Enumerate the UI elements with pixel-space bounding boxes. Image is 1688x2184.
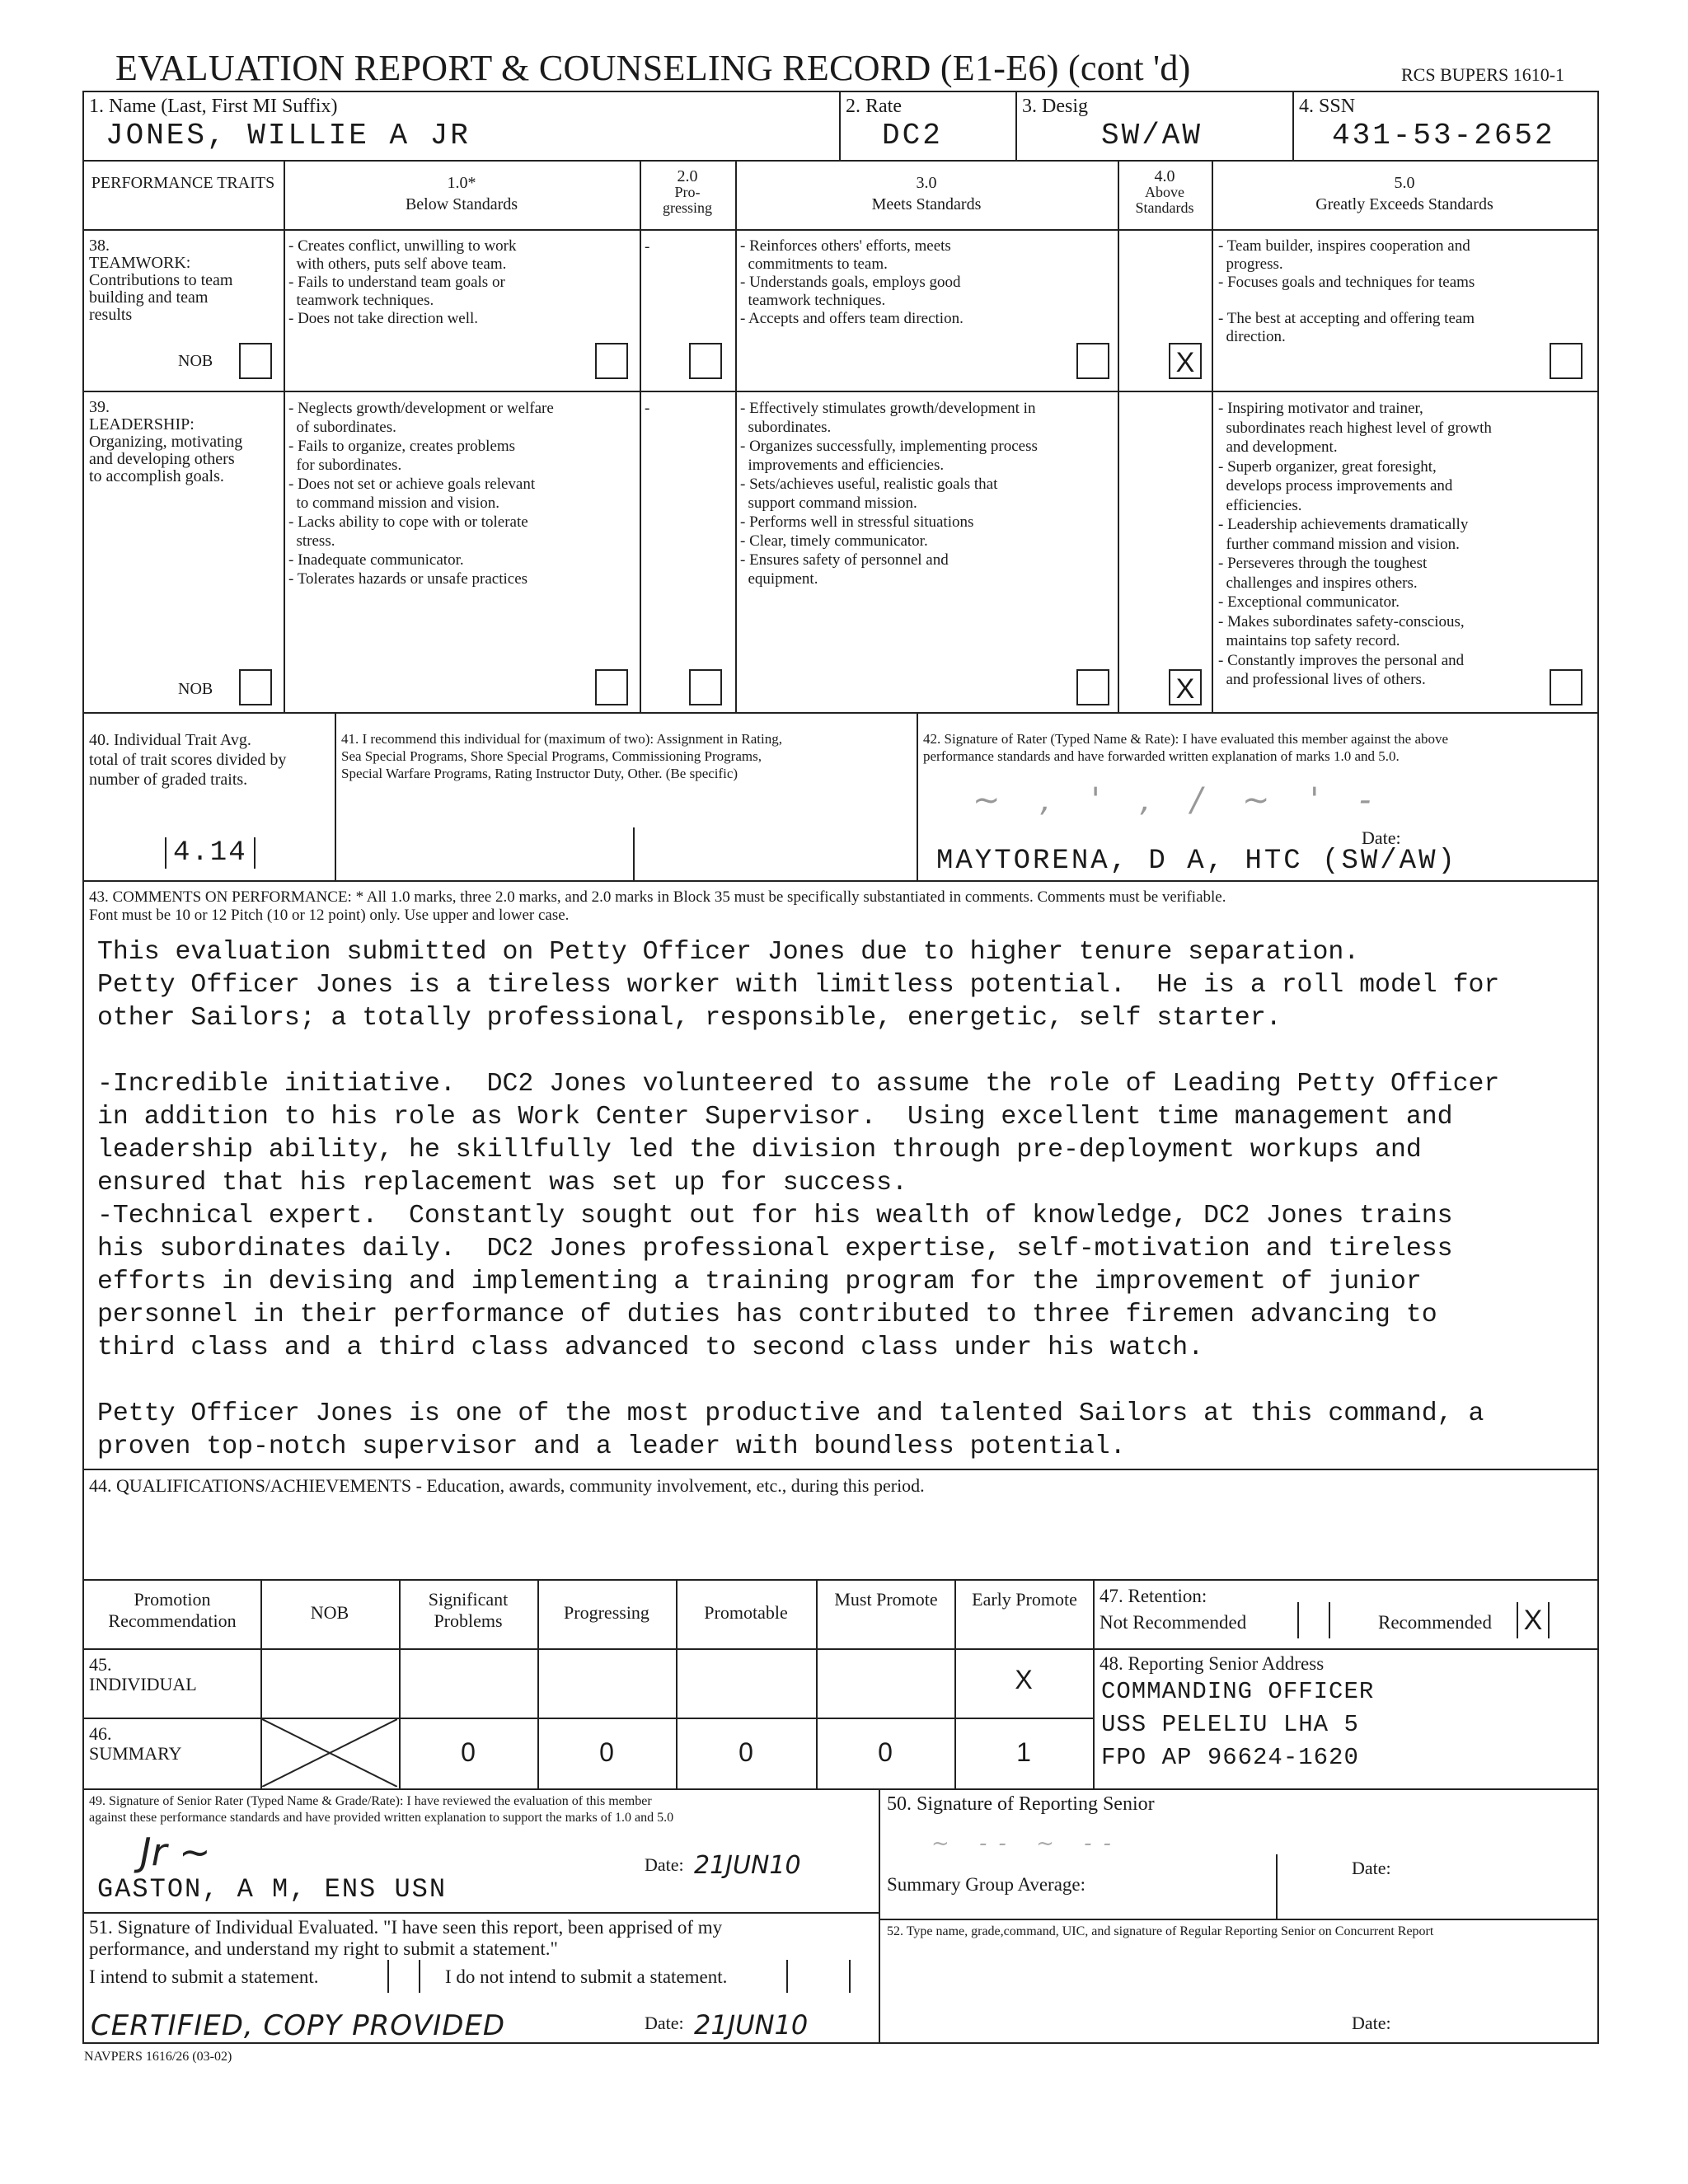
ssn-value: 431-53-2652 bbox=[1332, 119, 1555, 152]
performance-traits-header: PERFORMANCE TRAITS bbox=[91, 174, 275, 192]
above-standards-num: 4.0 bbox=[1154, 167, 1175, 185]
trait-38-below-box[interactable] bbox=[595, 343, 628, 379]
trait-39-below-box[interactable] bbox=[595, 669, 628, 705]
reporting-senior-label: 50. Signature of Reporting Senior bbox=[887, 1793, 1155, 1815]
below-standards-num: 1.0* bbox=[447, 174, 476, 192]
trait-average-value: 4.14 bbox=[165, 837, 256, 869]
senior-rater-signature: Jr ~ bbox=[140, 1830, 211, 1874]
trait-39-label: 39. LEADERSHIP: Organizing, motivating and developing others to accomplish goals. bbox=[89, 398, 243, 485]
rater-name: MAYTORENA, D A, HTC (SW/AW) bbox=[936, 846, 1457, 877]
trait-38-greatly-text: - Team builder, inspires cooperation and progress. - Focuses goals and techniques for teams - The best at accepting and offering team direction. bbox=[1218, 237, 1475, 345]
trait-39-greatly-text: - Inspiring motivator and trainer, subordinates reach highest level of growth and development. - Superb organizer, great foresight, develops process improvements and efficiencies. - Leadership achievements dramatically further command mission and vision. - Perseveres through the toughest challenges and inspires others. - Exceptional communicator. - Makes subordinates safety-conscious, maintains top safety record. - Constantly improves the personal and and professional lives of others. bbox=[1218, 400, 1492, 688]
progressing-num: 2.0 bbox=[677, 167, 698, 185]
trait-38-below-text: - Creates conflict, unwilling to work with others, puts self above team. - Fails to understand team goals or teamwork techniques. - Does not take direction well. bbox=[288, 237, 517, 327]
above-standards-header: Above Standards bbox=[1135, 184, 1194, 216]
retention-not-recommended-box[interactable] bbox=[1297, 1602, 1330, 1638]
promotion-individual-mark[interactable]: X bbox=[1015, 1665, 1033, 1694]
trait-38-progressing-box[interactable] bbox=[689, 343, 722, 379]
trait-38-label: 38. TEAMWORK: Contributions to team building and team results bbox=[89, 237, 233, 324]
below-standards-header: Below Standards bbox=[405, 195, 518, 213]
intend-statement-box[interactable] bbox=[387, 1960, 420, 1993]
summary-promotable: 0 bbox=[738, 1737, 753, 1767]
promotion-header-early-promote: Early Promote bbox=[972, 1589, 1077, 1610]
retention-recommended-box[interactable]: X bbox=[1517, 1602, 1550, 1638]
trait-38-above-box[interactable]: X bbox=[1169, 343, 1202, 379]
trait-39-nob-box[interactable] bbox=[239, 669, 272, 705]
summary-significant-problems: 0 bbox=[461, 1737, 476, 1767]
retention-label: 47. Retention: bbox=[1100, 1586, 1207, 1606]
senior-rater-name: GASTON, A M, ENS USN bbox=[97, 1874, 448, 1905]
trait-39-below-text: - Neglects growth/development or welfare of subordinates. - Fails to organize, creates problems for subordinates. - Does not set or achieve goals relevant to command mission and vision. - Lacks ability to cope with or tolerate stress. - Inadequate communicator. - Tolerates hazards or unsafe practices bbox=[288, 400, 554, 588]
summary-progressing: 0 bbox=[599, 1737, 614, 1767]
concurrent-report-label: 52. Type name, grade,command, UIC, and signature of Regular Reporting Senior on Concurrent Report bbox=[887, 1924, 1434, 1938]
trait-39-meets-box[interactable] bbox=[1076, 669, 1109, 705]
concurrent-report-date-label: Date: bbox=[1352, 2013, 1391, 2033]
trait-39-nob-label: NOB bbox=[178, 680, 213, 698]
individual-date: 21JUN10 bbox=[694, 2009, 809, 2041]
desig-value: SW/AW bbox=[1101, 119, 1203, 152]
trait-38-progressing-dash: - bbox=[645, 238, 650, 255]
recommendation-label: 41. I recommend this individual for (maximum of two): Assignment in Rating, Sea Special Programs, Shore Special Programs, Commissioning Programs, Special Warfare Programs, Rating Instructor Duty, Other. (Be specific) bbox=[341, 731, 782, 781]
individual-signature-label: 51. Signature of Individual Evaluated. "I have seen this report, been apprised of my performance, and understand my right to submit a statement." bbox=[89, 1917, 723, 1959]
rate-value: DC2 bbox=[882, 119, 943, 152]
individual-date-label: Date: bbox=[645, 2013, 684, 2033]
promotion-header-label: Promotion Recommendation bbox=[108, 1589, 237, 1631]
promotion-individual-label: 45. INDIVIDUAL bbox=[89, 1654, 197, 1694]
desig-label: 3. Desig bbox=[1022, 96, 1088, 117]
retention-recommended: Recommended bbox=[1378, 1612, 1492, 1633]
greatly-exceeds-header: Greatly Exceeds Standards bbox=[1315, 195, 1493, 213]
senior-rater-date-label: Date: bbox=[645, 1854, 684, 1875]
intend-statement-label: I intend to submit a statement. bbox=[89, 1966, 319, 1987]
meets-standards-header: Meets Standards bbox=[871, 195, 982, 213]
promotion-header-nob: NOB bbox=[310, 1602, 349, 1623]
senior-address-line3: FPO AP 96624-1620 bbox=[1101, 1744, 1359, 1771]
senior-rater-label: 49. Signature of Senior Rater (Typed Name & Grade/Rate): I have reviewed the evaluation of this member against these performance standards and have provided written explanation to support the marks of 1.0 and 5.0 bbox=[89, 1794, 674, 1825]
senior-address-line1: COMMANDING OFFICER bbox=[1101, 1678, 1375, 1705]
trait-39-progressing-dash: - bbox=[645, 400, 650, 417]
greatly-exceeds-num: 5.0 bbox=[1394, 174, 1415, 192]
rater-signature-label: 42. Signature of Rater (Typed Name & Rate): I have evaluated this member against the above performance standards and have forwarded written explanation of marks 1.0 and 5.0. bbox=[923, 731, 1449, 764]
rcs-number: RCS BUPERS 1610-1 bbox=[1401, 64, 1565, 85]
senior-address-line2: USS PELELIU LHA 5 bbox=[1101, 1711, 1359, 1738]
name-label: 1. Name (Last, First MI Suffix) bbox=[89, 96, 338, 117]
not-intend-statement-box[interactable] bbox=[786, 1960, 851, 1993]
reporting-senior-date-label: Date: bbox=[1352, 1858, 1391, 1878]
summary-group-average-label: Summary Group Average: bbox=[887, 1874, 1086, 1895]
senior-address-label: 48. Reporting Senior Address bbox=[1100, 1653, 1325, 1674]
trait-38-meets-text: - Reinforces others' efforts, meets commitments to team. - Understands goals, employs good teamwork techniques. - Accepts and offers team direction. bbox=[740, 237, 964, 327]
comments-label: 43. COMMENTS ON PERFORMANCE: * All 1.0 marks, three 2.0 marks, and 2.0 marks in Block 35 must be specifically substantiated in comments. Comments must be verifiable. Font must be 10 or 12 Pitch (10 or 12 point) only. Use upper and lower case. bbox=[89, 888, 1226, 924]
trait-38-nob-label: NOB bbox=[178, 352, 213, 370]
reporting-senior-signature: ~ -- ~ -- bbox=[931, 1831, 1123, 1856]
trait-39-progressing-box[interactable] bbox=[689, 669, 722, 705]
trait-39-meets-text: - Effectively stimulates growth/development in subordinates. - Organizes successfully, implementing process improvements and efficiencies. - Sets/achieves useful, realistic goals that support command mission. - Performs well in stressful situations - Clear, timely communicator. - Ensures safety of personnel and equipment. bbox=[740, 400, 1038, 588]
qualifications-label: 44. QUALIFICATIONS/ACHIEVEMENTS - Education, awards, community involvement, etc., during this period. bbox=[89, 1475, 925, 1496]
summary-must-promote: 0 bbox=[878, 1737, 893, 1767]
progressing-header: Pro-gressing bbox=[663, 184, 712, 216]
individual-signature: CERTIFIED, COPY PROVIDED bbox=[91, 2009, 506, 2042]
form-title: EVALUATION REPORT & COUNSELING RECORD (E1-E6) (cont 'd) bbox=[115, 48, 1191, 88]
promotion-header-must-promote: Must Promote bbox=[834, 1589, 938, 1610]
summary-early-promote: 1 bbox=[1016, 1737, 1031, 1767]
trait-average-label: 40. Individual Trait Avg. total of trait scores divided by number of graded traits. bbox=[89, 731, 287, 789]
not-intend-statement-label: I do not intend to submit a statement. bbox=[445, 1966, 728, 1987]
promotion-header-promotable: Promotable bbox=[704, 1602, 788, 1623]
promotion-summary-label: 46. SUMMARY bbox=[89, 1723, 182, 1764]
retention-not-recommended: Not Recommended bbox=[1100, 1612, 1247, 1633]
form-number: NAVPERS 1616/26 (03-02) bbox=[84, 2050, 232, 2064]
trait-39-greatly-box[interactable] bbox=[1550, 669, 1582, 705]
senior-rater-date: 21JUN10 bbox=[694, 1851, 801, 1880]
rate-label: 2. Rate bbox=[846, 96, 902, 117]
promotion-header-significant-problems: Significant Problems bbox=[428, 1589, 509, 1631]
promotion-header-progressing: Progressing bbox=[564, 1602, 649, 1623]
trait-38-nob-box[interactable] bbox=[239, 343, 272, 379]
rater-date-label: Date: bbox=[1362, 827, 1401, 848]
trait-38-meets-box[interactable] bbox=[1076, 343, 1109, 379]
comments-text: This evaluation submitted on Petty Officer Jones due to higher tenure separation. Petty Officer Jones is a tireless worker with limitless potential. He is a roll model for other Sailors; a totally professional, responsible, energetic, self starter. -Incredible initiative. DC2 Jones volunteered to assume the role of Leading Petty Officer in addition to his role as Work Center Supervisor. Using excellent time management and leadership ability, he skillfully led the division through pre-deployment workups and ensured that his replacement was set up for success. -Technical expert. Constantly sought out for his wealth of knowledge, DC2 Jones trains his subordinates daily. DC2 Jones professional expertise, self-motivation and tireless efforts in devising and implementing a training program for the improvement of junior personnel in their performance of duties has contributed to three firemen advancing to third class and a third class advanced to second class under his watch. Petty Officer Jones is one of the most productive and talented Sailors at this command, a proven top-notch supervisor and a leader with boundless potential. bbox=[97, 938, 1500, 1461]
trait-39-above-box[interactable]: X bbox=[1169, 669, 1202, 705]
rater-signature: ~ , ' , / ~ ' - bbox=[973, 781, 1386, 819]
meets-standards-num: 3.0 bbox=[916, 174, 937, 192]
trait-38-greatly-box[interactable] bbox=[1550, 343, 1582, 379]
ssn-label: 4. SSN bbox=[1299, 96, 1356, 117]
name-value: JONES, WILLIE A JR bbox=[106, 119, 471, 152]
nob-summary-cross bbox=[262, 1719, 397, 1787]
